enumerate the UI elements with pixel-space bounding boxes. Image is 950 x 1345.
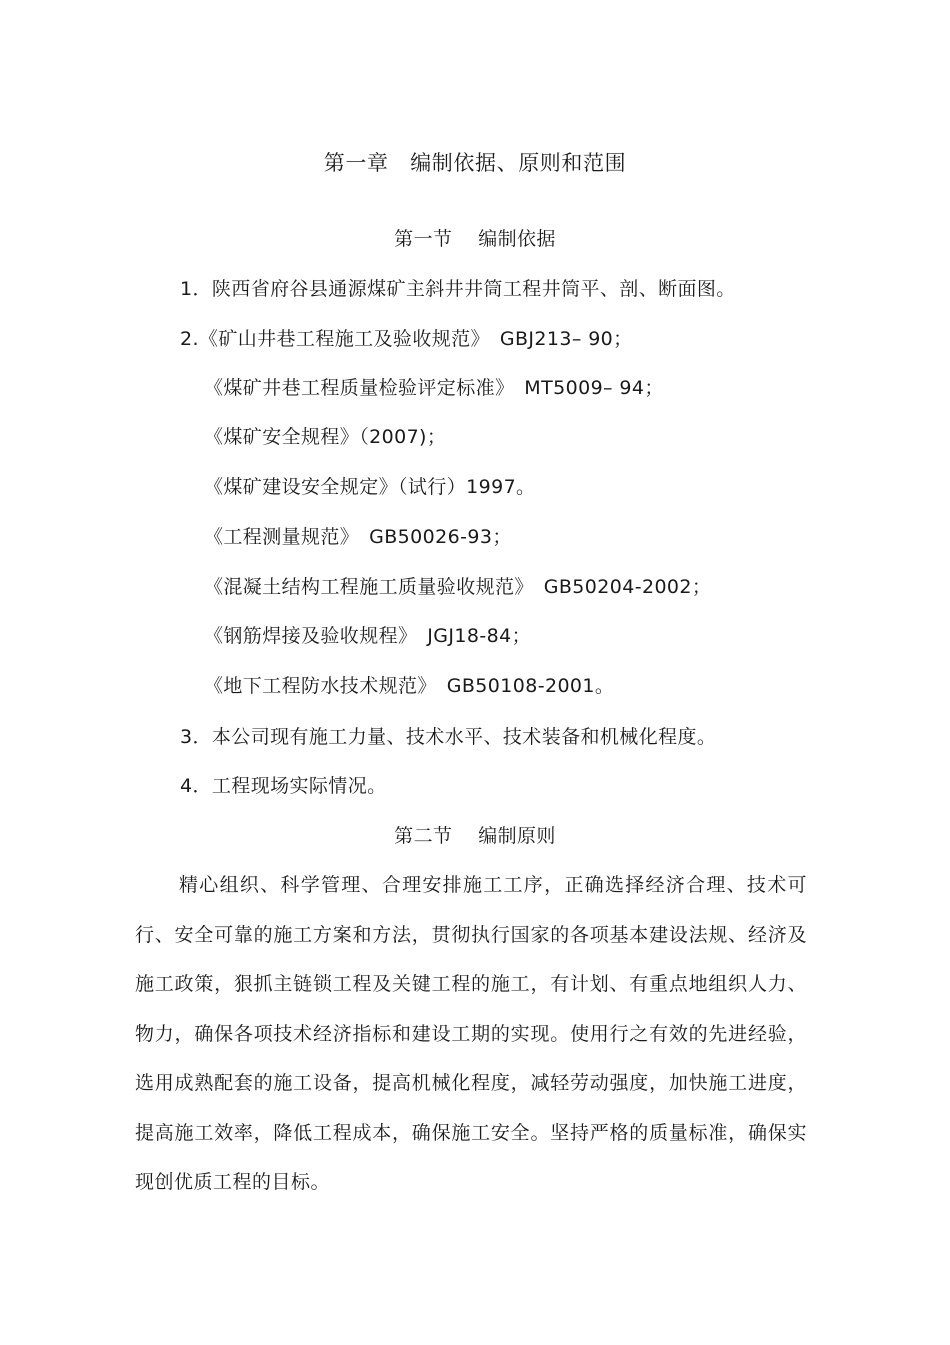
basis-item-1: 1．陕西省府谷县通源煤矿主斜井井筒工程井筒平、剖、断面图。	[180, 278, 736, 300]
standard-item-coal-safety: 《煤矿安全规程》（2007)；	[204, 426, 447, 448]
standard-item-survey: 《工程测量规范》 GB50026-93；	[204, 526, 512, 548]
standard-item-concrete: 《混凝土结构工程施工质量验收规范》 GB50204-2002；	[204, 576, 712, 598]
standard-item-coal-construction: 《煤矿建设安全规定》（试行）1997。	[204, 476, 536, 498]
basis-item-4: 4．工程现场实际情况。	[180, 775, 387, 797]
basis-item-3: 3．本公司现有施工力量、技术水平、技术装备和机械化程度。	[180, 726, 717, 748]
section-title-principles: 第二节 编制原则	[394, 825, 556, 847]
standard-item-coal-quality: 《煤矿井巷工程质量检验评定标准》 MT5009– 94；	[204, 377, 664, 399]
basis-item-2: 2.《矿山井巷工程施工及验收规范》 GBJ213– 90；	[180, 328, 633, 350]
standard-item-welding: 《钢筋焊接及验收规程》 JGJ18-84；	[204, 625, 532, 647]
chapter-title: 第一章 编制依据、原则和范围	[323, 151, 627, 175]
standard-item-waterproof: 《地下工程防水技术规范》 GB50108-2001。	[204, 675, 615, 697]
section-title-basis: 第一节 编制依据	[394, 228, 556, 250]
principles-paragraph: 精心组织、科学管理、合理安排施工工序，正确选择经济合理、技术可行、安全可靠的施工方案和方法，贯彻执行国家的各项基本建设法规、经济及施工政策，狠抓主链锁工程及关键工程的施工，有计划、有重点地组织人力、物力，确保各项技术经济指标和建设工期的实现。使用行之有效的先进经验，选用成熟配套的施工设备，提高机械化程度，减轻劳动强度，加快施工进度，提高施工效率，降低工程成本，确保施工安全。坚持严格的质量标准，确保实现创优质工程的目标。	[135, 874, 807, 1193]
